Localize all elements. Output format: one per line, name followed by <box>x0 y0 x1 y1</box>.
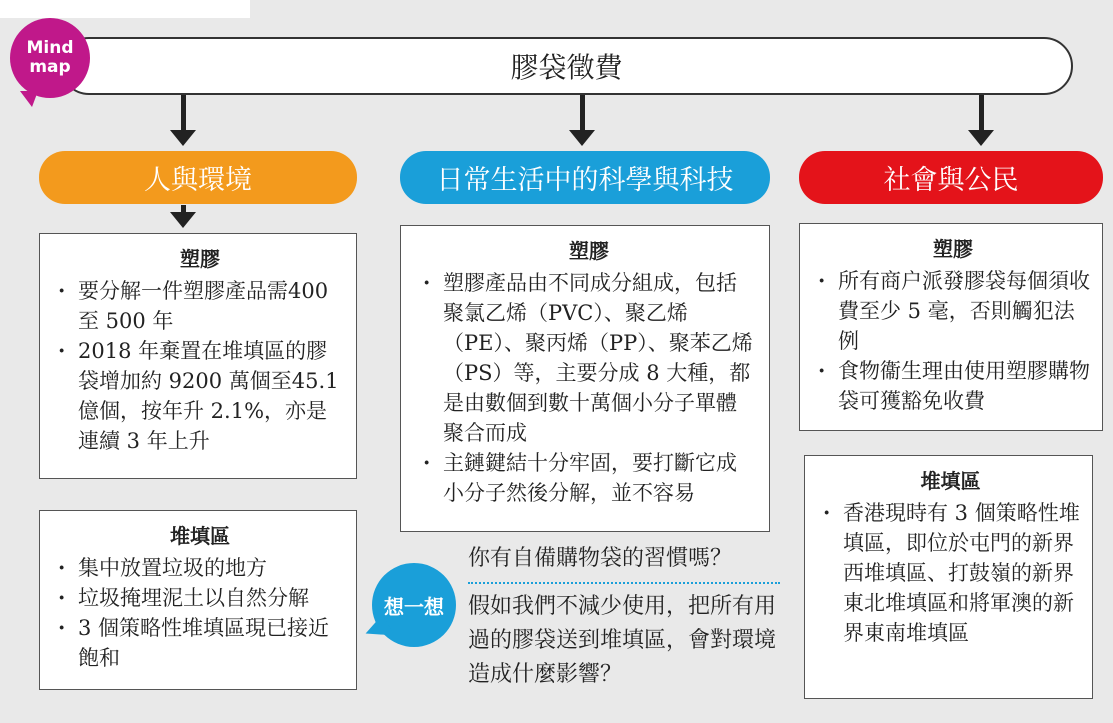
list-item: · 要分解一件塑膠產品需400 至 500 年 <box>56 276 344 336</box>
box-heading: 堆填區 <box>170 524 230 548</box>
connector-left <box>181 95 186 131</box>
arrow-down-icon <box>968 130 994 146</box>
main-topic-label: 膠袋徵費 <box>510 51 623 84</box>
env-plastic-box <box>39 233 357 479</box>
list-item: · 香港現時有 3 個策略性堆填區，即位於屯門的新界西堆填區、打鼓嶺的新界東北堆填區和將軍澳的新界東南堆填區 <box>821 498 1080 648</box>
connector-middle <box>580 95 585 131</box>
env-landfill-list <box>56 553 344 673</box>
soc-plastic-box <box>799 223 1103 431</box>
list-item: · 集中放置垃圾的地方 <box>56 553 344 583</box>
list-item: · 所有商户派發膠袋每個須收費至少 5 毫，否則觸犯法例 <box>816 266 1090 356</box>
env-plastic-list <box>56 276 344 456</box>
box-heading: 塑膠 <box>933 237 973 261</box>
corner-strip <box>0 0 250 18</box>
category-environment <box>39 151 357 204</box>
badge-line1: Mind <box>26 38 74 58</box>
list-item: · 食物衞生理由使用塑膠購物袋可獲豁免收費 <box>816 356 1090 416</box>
category-label: 社會與公民 <box>883 165 1019 196</box>
category-label: 人與環境 <box>144 165 252 196</box>
soc-landfill-box <box>804 455 1093 699</box>
connector-right <box>979 95 984 131</box>
box-heading: 堆填區 <box>920 469 981 493</box>
main-topic <box>60 37 1073 95</box>
think-bubble <box>372 563 456 647</box>
sci-plastic-list <box>421 268 757 508</box>
badge-line2: map <box>29 57 71 77</box>
mind-map-badge <box>10 18 90 98</box>
arrow-down-icon <box>569 130 595 146</box>
env-landfill-box <box>39 510 357 690</box>
think-label: 想一想 <box>384 594 444 619</box>
list-item: · 主鏈鍵結十分牢固，要打斷它成小分子然後分解，並不容易 <box>421 448 757 508</box>
category-society <box>799 151 1103 204</box>
think-text: 假如我們不減少使用，把所有用過的膠袋送到堆填區，會對環境造成什麼影響？ <box>468 594 777 687</box>
arrow-down-icon <box>170 130 196 146</box>
category-label: 日常生活中的科學與科技 <box>436 165 734 196</box>
think-question: 你有自備購物袋的習慣嗎？ <box>468 544 780 584</box>
soc-landfill-list <box>821 498 1080 648</box>
sci-plastic-box <box>400 225 770 532</box>
arrow-down-icon <box>170 212 196 228</box>
box-heading: 塑膠 <box>180 247 220 271</box>
box-heading: 塑膠 <box>569 239 609 263</box>
list-item: · 垃圾掩埋泥土以自然分解 <box>56 583 344 613</box>
list-item: · 塑膠產品由不同成分組成，包括聚氯乙烯（PVC）、聚乙烯（PE）、聚丙烯（PP）、聚苯乙烯（PS）等，主要分成 8 大種，都是由數個到數十萬個小分子單體聚合而成 <box>421 268 757 448</box>
category-science <box>400 151 770 204</box>
list-item: · 2018 年棄置在堆填區的膠袋增加約 9200 萬個至45.1 億個，按年升 2.1%，亦是連續 3 年上升 <box>56 336 344 456</box>
soc-plastic-list <box>816 266 1090 416</box>
list-item: · 3 個策略性堆填區現已接近飽和 <box>56 613 344 673</box>
